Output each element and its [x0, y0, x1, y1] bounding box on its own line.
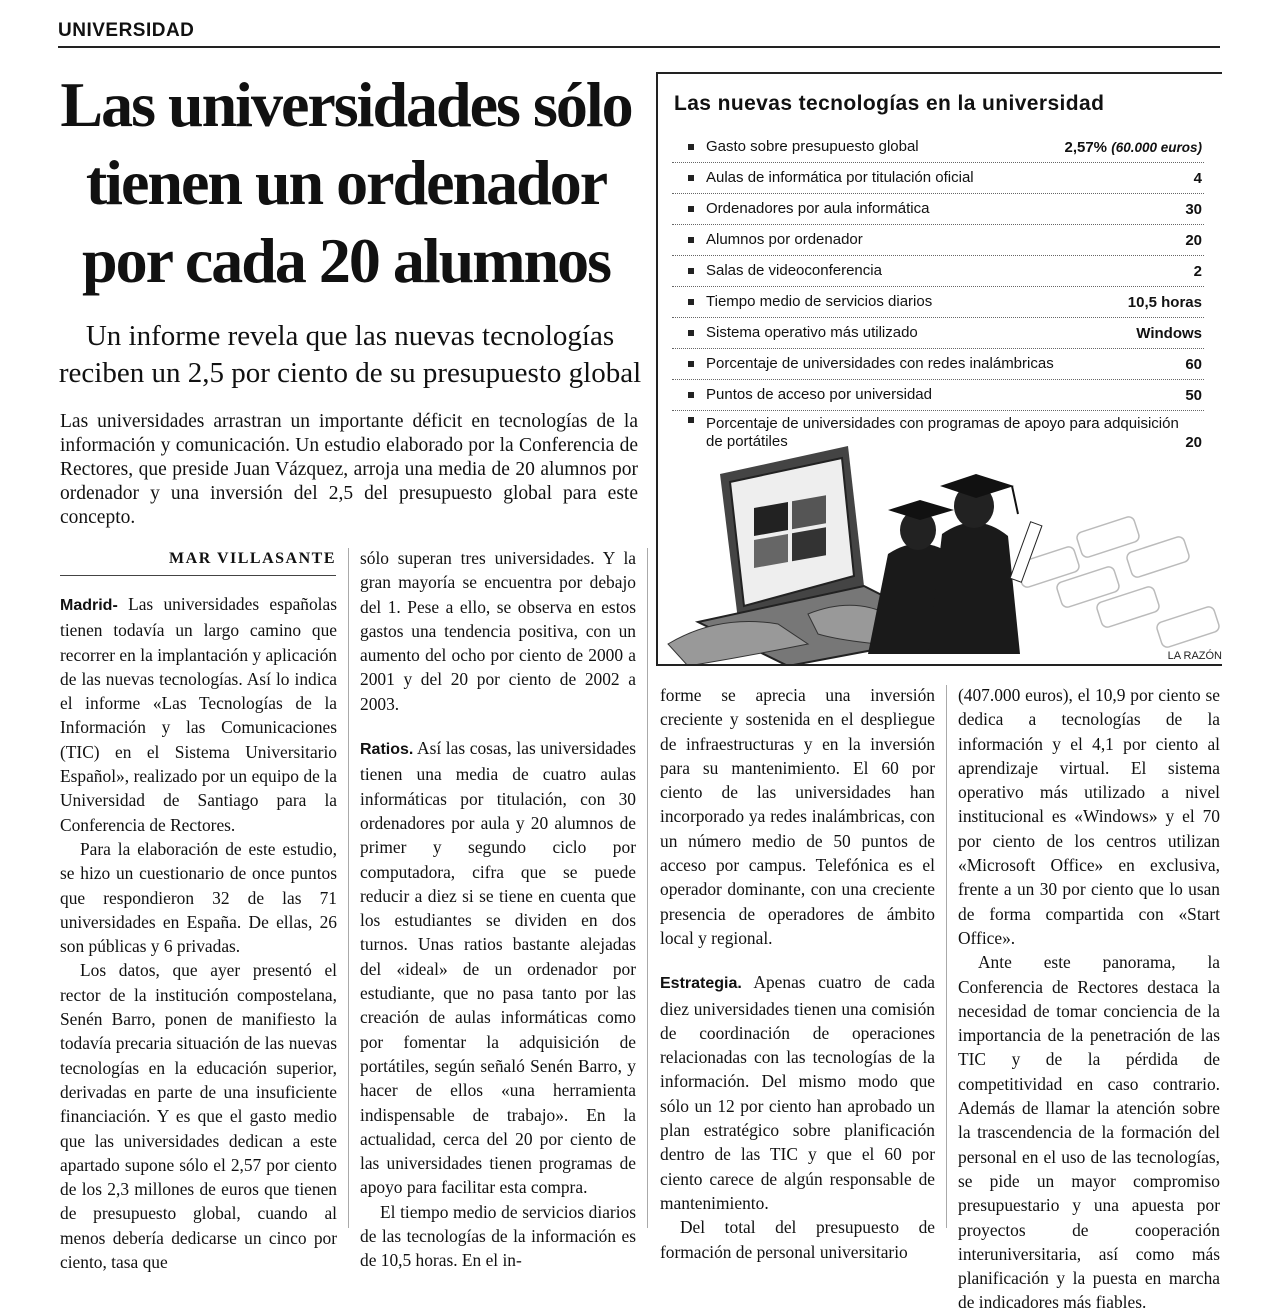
value-note: (60.000 euros) [1111, 139, 1202, 155]
row-label: Salas de videoconferencia [706, 262, 882, 279]
row-label: Porcentaje de universidades con programas de apoyo para adquisición de portátiles [706, 415, 1179, 450]
section-label: UNIVERSIDAD [58, 20, 195, 41]
infobox-row [672, 132, 1204, 163]
infobox-row [672, 194, 1204, 225]
row-value: 30 [1185, 200, 1202, 218]
bullet-icon [688, 206, 694, 212]
article-paragraph [360, 736, 636, 1200]
row-value: 2 [1193, 262, 1202, 280]
row-value: 50 [1185, 386, 1202, 404]
row-label: Sistema operativo más utilizado [706, 324, 918, 341]
article-paragraph: Para la elaboración de este estudio, se hizo un cuestionario de once puntos que respondieron 32 de las 71 universidades en España. De ellas, 26 son públicas y 6 privadas. [60, 838, 337, 957]
infobox-row [672, 349, 1204, 380]
infobox-row [672, 287, 1204, 318]
row-value: 60 [1185, 355, 1202, 373]
column-divider [647, 548, 648, 1228]
row-label: Alumnos por ordenador [706, 231, 863, 248]
article-column-4 [958, 683, 1220, 1315]
subsection-lead: Estrategia. [660, 975, 742, 993]
article-paragraph: Ante este panorama, la Conferencia de Rectores destaca la necesidad de tomar conciencia de la importancia de la penetración de las TIC y de la pérdida de competitividad en caso contrario. Además de llamar la atención sobre la trascendencia de la formación del personal en el uso de las tecnologías, se pide un mayor compromiso presupuestario y una apuesta por proyectos de cooperación interuniversitaria, así como más planificación y la puesta en marcha de indicadores más fiables. [958, 952, 1220, 1313]
value-number: 2,57% [1064, 138, 1108, 156]
bullet-icon [688, 175, 694, 181]
bullet-icon [688, 237, 694, 243]
dek-paragraph: Las universidades arrastran un importante déficit en tecnologías de la información y comunicación. Un estudio elaborado por la Conferencia de Rectores, que preside Juan Vázquez, arroja una media de 20 alumnos por ordenador y una inversión del 2,5 del presupuesto global para este concepto. [60, 411, 638, 528]
infobox-title: Las nuevas tecnologías en la universidad [674, 92, 1105, 115]
infobox-row [672, 318, 1204, 349]
byline: MAR VILLASANTE [169, 550, 336, 567]
row-label: Puntos de acceso por universidad [706, 386, 932, 403]
infobox-row [672, 256, 1204, 287]
row-value: Windows [1136, 324, 1202, 342]
article-paragraph: sólo superan tres universidades. Y la gran mayoría se encuentra por debajo del 1. Pese a ello, se observa en estos gastos una tendencia positiva, con un aumento del ocho por ciento de 2000 a 2001 y del 20 por ciento de 2002 a 2003. [360, 548, 636, 714]
byline-rule [60, 575, 336, 576]
infobox-list [672, 132, 1204, 455]
column-divider [946, 685, 947, 1228]
bullet-icon [688, 417, 694, 423]
paragraph-text: Así las cosas, las universidades tienen una media de cuatro aulas informáticas por titulación, con 30 ordenadores por aula y 20 alumnos de primer y segundo ciclo por computadora, cifra que se puede reducir a diez si se tiene en cuenta que los estudiantes se dividen en dos turnos. Unas ratios bastante alejadas del «ideal» de un ordenador por estudiante, que no pasa tanto por las creación de aulas informáticas como por fomentar la adquisición de portátiles, según señaló Senén Barro, y hacer de ellos «una herramienta indispensable de trabajo». En la actualidad, cerca del 20 por ciento de las universidades tienen programas de apoyo para facilitar esta compra. [360, 738, 636, 1198]
infobox-row [672, 163, 1204, 194]
infobox-row [672, 225, 1204, 256]
row-label: Gasto sobre presupuesto global [706, 138, 919, 155]
paragraph-text: Apenas cuatro de cada diez universidades tienen una comisión de coordinación de operaciones relacionadas con las tecnologías de la información. Del mismo modo que sólo un 12 por ciento han aprobado un plan estratégico sobre planificación dentro de las TIC y que el 60 por ciento carece de algún responsable de mantenimiento. [660, 972, 935, 1213]
row-value: 10,5 horas [1127, 293, 1202, 311]
article-paragraph: Del total del presupuesto de formación de personal universitario [660, 1217, 935, 1262]
article-paragraph [660, 970, 935, 1215]
dateline: Madrid- [60, 597, 118, 614]
section-rule [58, 46, 1220, 48]
paragraph-text: Las universidades españolas tienen todavía un largo camino que recorrer en la implantación y aplicación de las nuevas tecnologías. Así lo indica el informe «Las Tecnologías de la Información y las Comunicaciones (TIC) en el Sistema Universitario Español», realizado por un equipo de la Universidad de Santiago para la Conferencia de Rectores. [60, 594, 337, 835]
row-label: Porcentaje de universidades con redes inalámbricas [706, 355, 1054, 372]
row-label: Tiempo medio de servicios diarios [706, 293, 933, 310]
row-value: 20 [1185, 231, 1202, 249]
article-paragraph: (407.000 euros), el 10,9 por ciento se dedica a tecnologías de la información y el 4,1 por ciento al aprendizaje virtual. El sistema operativo más utilizado a nivel institucional es «Windows» y el 70 por ciento de los centros utilizan «Microsoft Office» en exclusiva, frente a un 30 por ciento que lo usan de forma compartida con «Start Office». [958, 685, 1220, 948]
bullet-icon [688, 299, 694, 305]
infobox-row [672, 380, 1204, 411]
article-paragraph: El tiempo medio de servicios diarios de las tecnologías de la información es de 10,5 horas. En el in- [360, 1201, 636, 1271]
bullet-icon [688, 330, 694, 336]
row-value: 4 [1193, 169, 1202, 187]
bullet-icon [688, 144, 694, 150]
infobox [656, 72, 1222, 666]
bullet-icon [688, 268, 694, 274]
article-paragraph [60, 592, 337, 837]
article-paragraph: forme se aprecia una inversión creciente y sostenida en el despliegue de infraestructuras y en la inversión para su mantenimiento. El 60 por ciento de las universidades han incorporado ya redes inalámbricas, con un número medio de 50 puntos de acceso por campus. Telefónica es el operador dominante, con una creciente presencia de operadores de ámbito local y regional. [660, 685, 935, 948]
column-divider [348, 548, 349, 1228]
image-credit: LA RAZÓN [1167, 650, 1222, 662]
article-column-1 [60, 592, 337, 1274]
row-label: Aulas de informática por titulación oficial [706, 169, 974, 186]
subsection-lead: Ratios. [360, 741, 414, 759]
row-value [1064, 139, 1204, 156]
headline: Las universidades sólo tienen un ordenador por cada 20 alumnos [60, 69, 632, 296]
row-value: 20 [1185, 434, 1202, 451]
subhead: Un informe revela que las nuevas tecnologías reciben un 2,5 por ciento de su presupuesto global [58, 320, 642, 389]
row-label: Ordenadores por aula informática [706, 200, 930, 217]
article-paragraph: Los datos, que ayer presentó el rector de la institución compostelana, Senén Barro, ponen de manifiesto la todavía precaria situación de las nuevas tecnologías en la educación superior, derivadas en parte de una insuficiente financiación. Y es que el gasto medio que las universidades dedican a este apartado supone sólo el 2,57 por ciento de los 2,3 millones de euros que tienen de presupuesto global, cuando al menos debería dedicarse un cinco por ciento, tasa que [60, 960, 337, 1273]
laptop-graduates-illustration [658, 444, 1222, 666]
bullet-icon [688, 392, 694, 398]
bullet-icon [688, 361, 694, 367]
article-column-3 [660, 683, 935, 1264]
article-column-2 [360, 546, 636, 1273]
